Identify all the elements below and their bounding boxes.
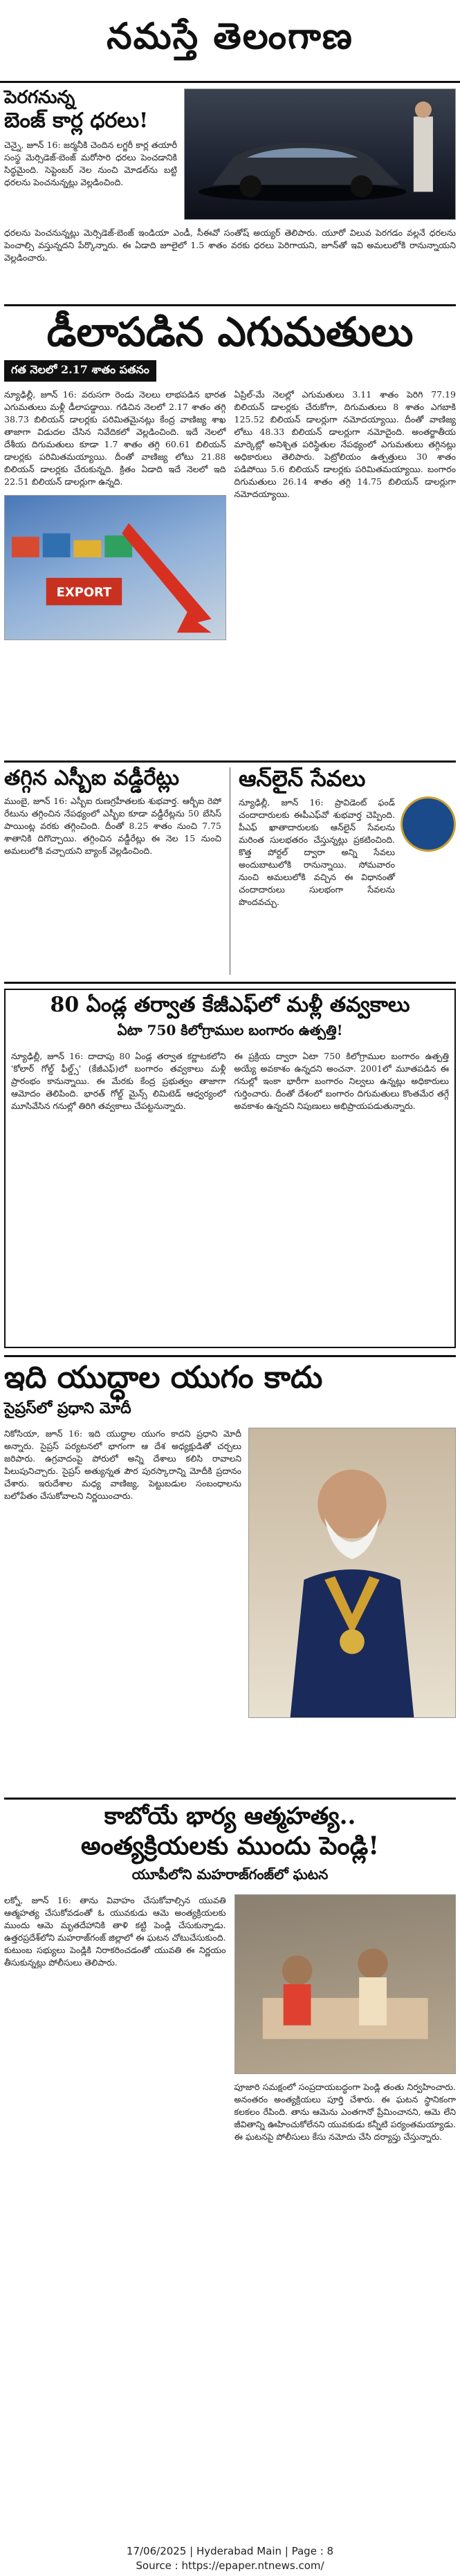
kgf-col1: న్యూఢిల్లీ, జూన్ 16: దాదాపు 80 ఏండ్ల తర్వాత కర్ణాటకలోని 'కోలార్ గోల్డ్ ఫీల్డ్స్' (కేజీఎఫ్)లో బంగారం తవ్వకాలు మళ్లీ ప్రారంభం కానున్నాయి. ఈ మేరకు కేంద్ర ప్రభుత్వం తాజాగా ఆమోదం తెలిపింది. భారత్ గోల్డ్ మైన్స్ లిమిటెడ్ ఆధ్వర్యంలో మూసివేసిన గనుల్లో తిరిగి తవ్వకాలు చేపట్టనున్నారు.	[11, 1050, 226, 1111]
sbi-headline: తగ్గిన ఎస్బీఐ వడ్డీరేట్లు	[4, 766, 179, 790]
kgf-headline: 80 ఏండ్ల తర్వాత కేజీఎఫ్‌లో మళ్లీ తవ్వకాలు	[50, 993, 410, 1017]
epfo-logo	[401, 796, 456, 852]
exports-subhead: గత నెలలో 2.17 శాతం పతనం	[11, 362, 149, 376]
exports-subhead-box	[4, 360, 156, 382]
article-kgf	[4, 989, 456, 1348]
modi-photo	[248, 1428, 456, 1718]
footer-source-line: Source : https://epaper.ntnews.com/	[136, 2559, 324, 2572]
article-sbi	[4, 767, 221, 975]
exports-col2: ఏప్రిల్-మే నెలల్లో ఎగుమతులు 3.11 శాతం పెరిగి 77.19 బిలియన్ డాలర్లకు చేరుకోగా, దిగుమతులు 8 శాతం ఎగబాకి 125.52 బిలియన్ డాలర్లుగా నమోదయ్యాయి. దీంతో వాణిజ్య లోటు 48.33 బిలియన్ డాలర్లుగా నమోదైంది. అంతర్జాతీయ మార్కెట్లో అనిశ్చిత పరిస్థితుల నేపథ్యంలో ఎగుమతులు తగ్గినట్లు అధికారులు తెలిపారు. పెట్రోలియం ఉత్పత్తులు 30 శాతం పడిపోయి 5.6 బిలియన్ డాలర్లకు పరిమితమయ్యాయి. బంగారం దిగుమతులు 26.14 శాతం తగ్గి 14.75 బిలియన్ డాలర్లుగా నమోదయ్యాయి.	[234, 389, 456, 499]
kgf-subhead: ఏటా 750 కిలోగ్రాముల బంగారం ఉత్పత్తి!	[117, 1021, 343, 1038]
sbi-body: ముంబై, జూన్ 16: ఎస్బీఐ రుణగ్రహీతలకు శుభవార్త. ఆర్బీఐ రెపో రేటును తగ్గించిన నేపథ్యంలో ఎస్బీఐ కూడా వడ్డీరేట్లను 50 బేసిస్ పాయింట్ల వరకు తగ్గించింది. దీంతో 8.25 శాతం నుంచి 7.75 శాతానికి దిగొచ్చాయి. తగ్గించిన వడ్డీరేట్లు ఈ నెల 15 నుంచి అమలులోకి వచ్చాయని బ్యాంక్ వెల్లడించింది.	[4, 795, 221, 856]
benz-intro: చెన్నై, జూన్ 16: జర్మనీకి చెందిన లగ్జరీ కార్ల తయారీ సంస్థ మెర్సిడెజ్-బెంజ్ మరోసారి ధరలు పెంచడానికి సిద్ధమైంది. సెప్టెంబర్ నెల నుంచి మోడల్‌ను బట్టి ధరలను పెంచనున్నట్లు వెల్లడించింది.	[4, 139, 177, 187]
footer-date-line: 17/06/2025 | Hyderabad Main | Page : 8	[126, 2545, 334, 2557]
divider	[4, 1798, 456, 1800]
footer	[0, 2544, 460, 2576]
benz-headline-2: బెంజ్ కార్ల ధరలు!	[4, 109, 149, 133]
divider	[4, 1355, 456, 1357]
masthead	[0, 0, 460, 83]
marriage-col2: పూజారి సమక్షంలో సంప్రదాయబద్ధంగా పెండ్లి తంతు నిర్వహించారు. అనంతరం అంత్యక్రియలు పూర్తి చేశారు. ఈ ఘటన స్థానికంగా కలకలం రేపింది. తాను ఆమెను ఎంతగానో ప్రేమించానని, ఆమె లేని జీవితాన్ని ఊహించుకోలేనని యువకుడు కన్నీటి పర్యంతమయ్యాడు. ఈ ఘటనపై పోలీసులు కేసు నమోదు చేసి దర్యాప్తు చేస్తున్నారు.	[234, 2082, 456, 2143]
benz-body: ధరలను పెంచనున్నట్లు మెర్సిడెజ్-బెంజ్ ఇండియా ఎండీ, సీఈవో సంతోష్ అయ్యర్ తెలిపారు. యూరో విలువ పెరగడం వల్లనే ధరలను పెంచాల్సి వస్తున్నదని పేర్కొన్నారు. ఈ ఏడాది జూలైలో 1.5 శాతం వరకు ధరలు పెరిగాయని, జూన్‌తో ఇవి అమలులోకి రానున్నాయని వెల్లడించారు.	[4, 227, 456, 263]
divider	[4, 982, 456, 984]
marriage-col1: లక్నో, జూన్ 16: తాను వివాహం చేసుకోవాల్సిన యువతి ఆత్మహత్య చేసుకోవడంతో ఓ యువకుడు ఆమె అంత్యక్రియలకు ముందు ఆమె మృతదేహానికి తాళి కట్టి పెండ్లి చేసుకున్నాడు. ఉత్తరప్రదేశ్‌లోని మహరాజ్‌గంజ్ జిల్లాలో ఈ ఘటన చోటుచేసుకుంది. కుటుంబ సభ్యులు పెండ్లికి నిరాకరించడంతో యువతి ఈ నిర్ణయం తీసుకున్నట్లు పోలీసులు తెలిపారు.	[4, 1895, 226, 1968]
article-marriage	[4, 1804, 456, 2537]
modi-headline: ఇది యుద్ధాల యుగం కాదు	[4, 1360, 323, 1395]
article-benz	[4, 88, 456, 296]
svg-text:EXPORT: EXPORT	[56, 585, 112, 600]
epfo-body: న్యూఢిల్లీ, జూన్ 16: ప్రావిడెంట్ ఫండ్ చందాదారులకు ఈపీఎఫ్‌వో శుభవార్త చెప్పింది. పీఎఫ్ ఖాతాదారులకు ఆన్‌లైన్ సేవలను మరింత సులభతరం చేస్తున్నట్లు ప్రకటించింది. కొత్త పోర్టల్ ద్వారా అన్ని సేవలు అందుబాటులోకి రానున్నాయి. సోమవారం నుంచి అమలులోకి వచ్చిన ఈ విధానంతో చందాదారులు సులభంగా సేవలను పొందవచ్చు.	[239, 796, 395, 907]
marriage-headline-2: అంత్యక్రియలకు ముందు పెండ్లి!	[80, 1831, 380, 1860]
exports-image	[4, 495, 226, 640]
marriage-photo	[234, 1894, 457, 2074]
divider	[4, 304, 456, 306]
masthead-title: నమస్తే తెలంగాణ	[107, 15, 353, 57]
kgf-col2: ఈ ప్రక్రియ ద్వారా ఏటా 750 కిలోగ్రాముల బంగారం ఉత్పత్తి అయ్యే అవకాశం ఉన్నదని అంచనా. 2001లో మూతపడిన ఈ గనుల్లో ఇంకా భారీగా బంగారం నిల్వలు ఉన్నట్లు అధికారులు గుర్తించారు. దీంతో దేశంలో బంగారం దిగుమతులు కొంతమేర తగ్గే అవకాశం ఉన్నదని నిపుణులు అభిప్రాయపడుతున్నారు.	[234, 1050, 449, 1111]
divider	[4, 760, 456, 763]
marriage-headline-1: కాబోయే భార్య ఆత్మహత్య..	[104, 1802, 356, 1830]
marriage-subhead: యూపీలోని మహరాజ్‌గంజ్‌లో ఘటన	[131, 1866, 329, 1883]
epfo-headline: ఆన్‌లైన్ సేవలు	[239, 765, 366, 792]
exports-headline: డీలాపడిన ఎగుమతులు	[46, 308, 414, 355]
modi-body: నికోసియా, జూన్ 16: ఇది యుద్ధాల యుగం కాదని ప్రధాని మోదీ అన్నారు. సైప్రస్ పర్యటనలో భాగంగా ఆ దేశ అధ్యక్షుడితో చర్చలు జరిపారు. ఉగ్రవాదంపై పోరులో అన్ని దేశాలు కలిసి రావాలని పిలుపునిచ్చారు. సైప్రస్ అత్యున్నత పౌర పురస్కారాన్ని మోదీకి ప్రదానం చేశారు. ఇరుదేశాల మధ్య వాణిజ్య, పెట్టుబడుల సంబంధాలను బలోపేతం చేసుకోవాలని నిర్ణయించారు.	[4, 1428, 241, 1502]
article-modi	[4, 1362, 456, 1791]
modi-subhead: సైప్రస్‌లో ప్రధాని మోదీ	[4, 1399, 131, 1418]
article-epfo	[239, 767, 456, 975]
benz-headline-1: పెరగనున్న	[4, 87, 75, 108]
row-sbi-epfo	[4, 767, 456, 975]
exports-col1: న్యూఢిల్లీ, జూన్ 16: వరుసగా రెండు నెలలు లాభపడిన భారత ఎగుమతులు మళ్లీ డీలాపడ్డాయి. గడిచిన నెలలో 2.17 శాతం తగ్గి 38.73 బిలియన్ డాలర్లకు పరిమితమైనట్లు కేంద్ర వాణిజ్య శాఖ తాజాగా విడుదల చేసిన నివేదికలో వెల్లడించింది. ఇదే నెలలో దేశీయ దిగుమతులు కూడా 1.7 శాతం తగ్గి 60.61 బిలియన్ డాలర్లకు పరిమితమయ్యాయి. దీంతో వాణిజ్య లోటు 21.88 బిలియన్ డాలర్లకు చేరుకున్నది. క్రితం ఏడాది ఇదే నెలలో ఇది 22.51 బిలియన్ డాలర్లుగా ఉన్నది.	[4, 389, 226, 487]
benz-car-image	[184, 88, 456, 220]
article-exports	[4, 308, 456, 754]
